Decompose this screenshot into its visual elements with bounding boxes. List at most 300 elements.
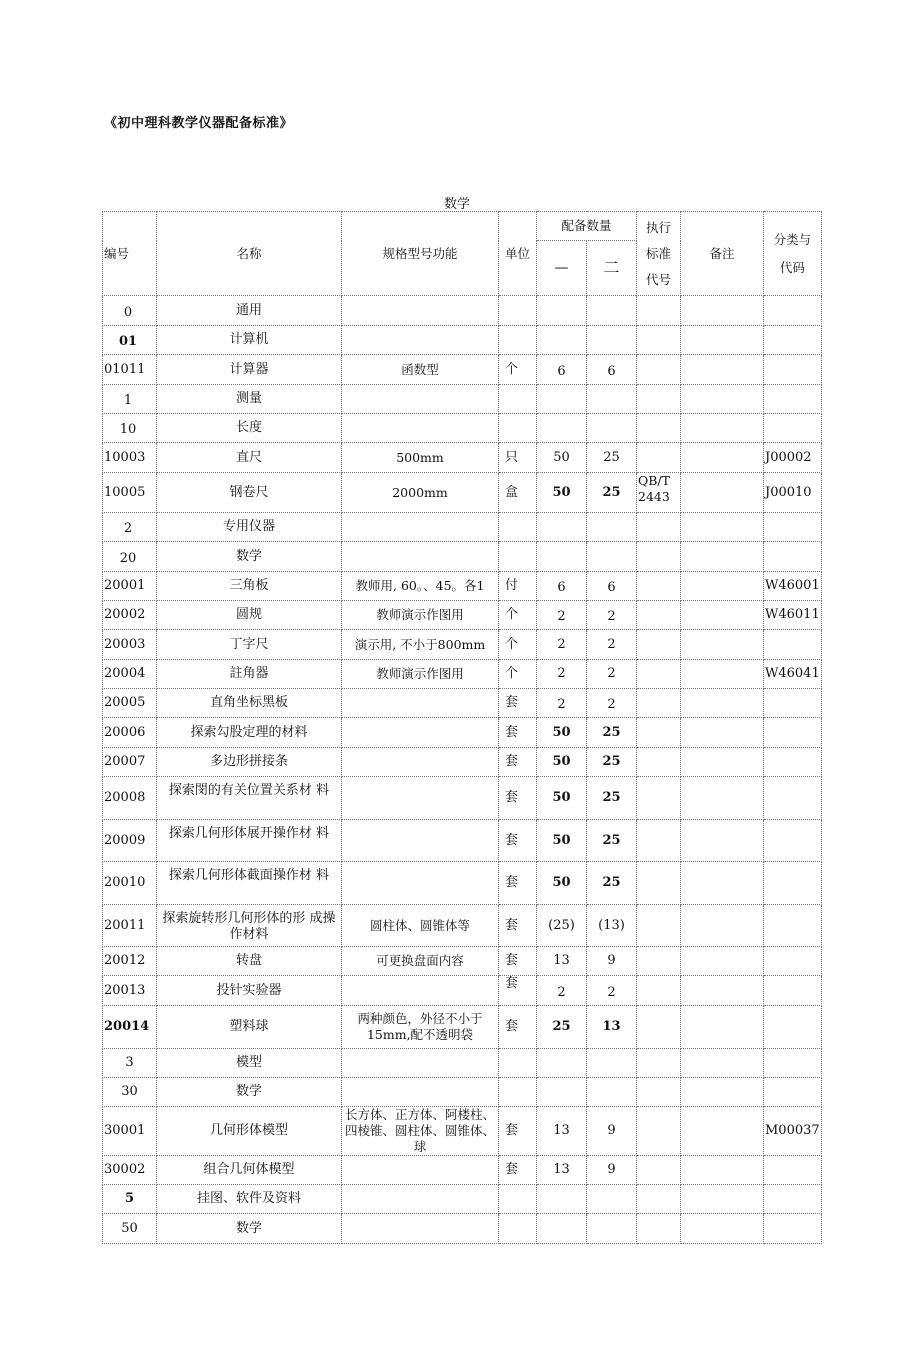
row-qty-2: 2 [587,976,637,1006]
row-spec [342,326,499,355]
row-unit: 个 [499,660,537,689]
row-unit [499,326,537,355]
row-unit: 付 [499,572,537,601]
row-code [764,905,822,947]
row-note [681,473,764,513]
table-row [103,414,822,443]
row-unit [499,385,537,414]
header-id: 编号 [103,212,157,296]
row-code [764,1006,822,1049]
table-row [103,1006,822,1049]
row-id: 01011 [103,355,157,385]
header-spec: 规格型号功能 [342,212,499,296]
row-name: 长度 [157,414,342,443]
row-spec: 圆柱体、圆锥体等 [342,905,499,947]
row-name: 计算机 [157,326,342,355]
row-id: 20007 [103,748,157,777]
header-qty: 配备数量 [537,212,637,241]
row-unit [499,1078,537,1107]
row-spec: 500mm [342,443,499,473]
row-id: 20003 [103,630,157,660]
row-name: 三角板 [157,572,342,601]
header-qty-1: — [537,241,587,296]
row-spec: 教师用, 60。、45。各1 [342,572,499,601]
header-code [764,212,822,296]
row-std [637,947,681,976]
row-qty-1 [537,1078,587,1107]
row-qty-2: 2 [587,630,637,660]
table-row [103,777,822,820]
row-unit: 套 [499,1156,537,1185]
row-std [637,718,681,748]
row-spec [342,748,499,777]
row-std [637,326,681,355]
row-code [764,777,822,820]
table-row [103,572,822,601]
row-id: 10 [103,414,157,443]
row-name: 投针实验器 [157,976,342,1006]
row-unit: 套 [499,748,537,777]
row-code [764,947,822,976]
row-note [681,660,764,689]
row-qty-1: 25 [537,1006,587,1049]
row-qty-1: 6 [537,572,587,601]
row-qty-1: 50 [537,820,587,862]
row-qty-1 [537,1214,587,1244]
row-id: 10005 [103,473,157,513]
row-note [681,1006,764,1049]
row-spec: 2000mm [342,473,499,513]
row-name: 註角器 [157,660,342,689]
row-std [637,976,681,1006]
header-code-line2: 代码 [779,259,805,275]
row-id: 20011 [103,905,157,947]
row-code [764,820,822,862]
row-id: 50 [103,1214,157,1244]
row-std [637,1107,681,1156]
row-spec: 两种颜色，外径不小于15mm,配不透明袋 [342,1006,499,1049]
row-name: 探索勾股定理的材料 [157,718,342,748]
row-spec [342,542,499,572]
header-row-1 [103,212,822,241]
table-row [103,718,822,748]
header-qty-2: 二 [587,241,637,296]
row-unit [499,1049,537,1078]
row-name: 几何形体模型 [157,1107,342,1156]
row-std [637,601,681,630]
document-title: 《初中理科教学仪器配备标准》 [104,116,294,131]
row-qty-2 [587,1214,637,1244]
row-std [637,572,681,601]
row-note [681,1185,764,1214]
table-row [103,1214,822,1244]
row-spec: 可更换盘面内容 [342,947,499,976]
row-unit [499,1185,537,1214]
row-std [637,1006,681,1049]
row-note [681,947,764,976]
row-qty-1: 50 [537,748,587,777]
row-note [681,1078,764,1107]
row-name: 数学 [157,542,342,572]
row-code: J00002 [764,443,822,473]
row-id: 30 [103,1078,157,1107]
row-code [764,326,822,355]
row-note [681,601,764,630]
row-code [764,748,822,777]
row-qty-1: (25) [537,905,587,947]
row-std [637,660,681,689]
row-qty-1 [537,414,587,443]
row-qty-2: 9 [587,1107,637,1156]
row-unit [499,1214,537,1244]
row-qty-1: 50 [537,777,587,820]
row-name: 丁字尺 [157,630,342,660]
table-row [103,385,822,414]
row-name: 数学 [157,1078,342,1107]
table-row [103,1156,822,1185]
row-name: 探索几何形体截面操作材 料 [157,862,342,905]
row-id: 20008 [103,777,157,820]
row-unit: 套 [499,1107,537,1156]
row-name: 专用仪器 [157,513,342,542]
row-unit: 套 [499,820,537,862]
row-name: 塑料球 [157,1006,342,1049]
row-code: W46041 [764,660,822,689]
row-qty-1: 50 [537,473,587,513]
row-spec: 长方体、正方体、阿楼柱、四棱锥、圆柱体、圆锥体、球 [342,1107,499,1156]
row-std [637,1049,681,1078]
row-unit: 套 [499,1006,537,1049]
row-qty-1: 13 [537,1156,587,1185]
row-unit: 套 [499,947,537,976]
row-spec [342,1049,499,1078]
row-qty-2: 13 [587,1006,637,1049]
row-std [637,542,681,572]
row-code [764,976,822,1006]
row-qty-2 [587,1049,637,1078]
row-spec [342,1185,499,1214]
row-name: 探索几何形体展开操作材 料 [157,820,342,862]
row-qty-2: (13) [587,905,637,947]
row-qty-2 [587,326,637,355]
table-row [103,660,822,689]
row-qty-1: 50 [537,718,587,748]
row-name: 挂图、软件及资料 [157,1185,342,1214]
table-row [103,473,822,513]
table-row [103,1078,822,1107]
row-unit: 套 [499,689,537,718]
row-name: 通用 [157,296,342,326]
row-std [637,443,681,473]
row-code [764,1078,822,1107]
row-id: 20006 [103,718,157,748]
row-qty-2: 25 [587,777,637,820]
row-code [764,355,822,385]
row-note [681,905,764,947]
row-qty-2 [587,513,637,542]
row-qty-1 [537,385,587,414]
row-name: 计算器 [157,355,342,385]
row-std [637,513,681,542]
row-qty-1 [537,1049,587,1078]
row-qty-2: 6 [587,572,637,601]
row-note [681,777,764,820]
row-note [681,1156,764,1185]
row-std [637,385,681,414]
header-unit: 单位 [499,212,537,296]
row-qty-1 [537,296,587,326]
row-note [681,718,764,748]
table-row [103,1185,822,1214]
row-note [681,689,764,718]
row-name: 模型 [157,1049,342,1078]
row-qty-2: 25 [587,820,637,862]
row-code [764,385,822,414]
row-qty-1: 2 [537,976,587,1006]
header-std [637,212,681,296]
row-note [681,355,764,385]
row-id: 20010 [103,862,157,905]
row-unit: 套 [499,905,537,947]
row-qty-2 [587,296,637,326]
row-id: 2 [103,513,157,542]
row-qty-2: 25 [587,748,637,777]
row-spec [342,1156,499,1185]
row-std [637,355,681,385]
table-row [103,542,822,572]
table-row [103,947,822,976]
table-row [103,601,822,630]
table-row [103,326,822,355]
row-qty-1: 2 [537,660,587,689]
table-caption: 数学 [443,197,470,212]
row-name: 直尺 [157,443,342,473]
table-row [103,630,822,660]
row-name: 圆规 [157,601,342,630]
row-qty-1: 2 [537,689,587,718]
row-id: 20001 [103,572,157,601]
row-code: W46001 [764,572,822,601]
row-qty-2: 25 [587,473,637,513]
equipment-table [102,211,822,1244]
table-row [103,976,822,1006]
row-note [681,630,764,660]
row-qty-2: 25 [587,862,637,905]
row-spec: 函数型 [342,355,499,385]
row-unit [499,513,537,542]
row-spec [342,385,499,414]
row-std [637,862,681,905]
row-id: 30001 [103,1107,157,1156]
row-id: 3 [103,1049,157,1078]
header-code-line1: 分类与 [773,231,812,247]
row-spec [342,777,499,820]
row-note [681,572,764,601]
table-row [103,905,822,947]
header-std-line3: 代号 [645,271,671,287]
row-unit: 个 [499,601,537,630]
row-spec [342,414,499,443]
row-code [764,1049,822,1078]
row-code [764,542,822,572]
row-name: 转盘 [157,947,342,976]
row-id: 10003 [103,443,157,473]
row-qty-1 [537,326,587,355]
row-id: 20005 [103,689,157,718]
header-std-line1: 执行 [645,219,671,235]
row-name: 探索旋转形几何形体的形 成操作材料 [157,905,342,947]
row-note [681,326,764,355]
row-qty-2 [587,1078,637,1107]
row-code [764,630,822,660]
row-note [681,1214,764,1244]
table-row [103,443,822,473]
row-id: 20013 [103,976,157,1006]
row-unit: 套 [499,976,537,1006]
table-row [103,513,822,542]
row-code: W46011 [764,601,822,630]
row-id: 20 [103,542,157,572]
header-name: 名称 [157,212,342,296]
row-qty-1 [537,1185,587,1214]
row-qty-2 [587,385,637,414]
row-spec [342,718,499,748]
row-qty-1 [537,542,587,572]
row-std [637,1185,681,1214]
row-qty-2 [587,414,637,443]
row-id: 20009 [103,820,157,862]
row-note [681,443,764,473]
row-note [681,542,764,572]
row-qty-2: 6 [587,355,637,385]
row-qty-1: 6 [537,355,587,385]
row-code [764,1214,822,1244]
table-row [103,748,822,777]
table-row [103,862,822,905]
row-spec [342,1214,499,1244]
row-spec [342,1078,499,1107]
row-qty-2 [587,542,637,572]
row-qty-1: 2 [537,630,587,660]
row-spec [342,820,499,862]
row-qty-1: 13 [537,1107,587,1156]
row-std: QB/T 2443 [637,473,681,513]
row-name: 直角坐标黑板 [157,689,342,718]
row-note [681,296,764,326]
row-id: 20002 [103,601,157,630]
row-name: 测量 [157,385,342,414]
row-note [681,748,764,777]
row-unit: 个 [499,630,537,660]
row-std [637,1214,681,1244]
row-spec: 教师演示作图用 [342,601,499,630]
row-std [637,414,681,443]
row-code [764,414,822,443]
row-name: 数学 [157,1214,342,1244]
row-qty-2 [587,1185,637,1214]
table-row [103,820,822,862]
row-std [637,905,681,947]
row-qty-1: 50 [537,443,587,473]
row-code: M00037 [764,1107,822,1156]
row-std [637,296,681,326]
row-name: 组合几何体模型 [157,1156,342,1185]
row-spec [342,296,499,326]
row-id: 20012 [103,947,157,976]
row-note [681,1049,764,1078]
row-note [681,862,764,905]
row-qty-2: 25 [587,718,637,748]
header-note: 备注 [681,212,764,296]
row-name: 钢卷尺 [157,473,342,513]
table-row [103,355,822,385]
row-id: 01 [103,326,157,355]
row-id: 20014 [103,1006,157,1049]
row-code [764,689,822,718]
row-id: 0 [103,296,157,326]
table-row [103,296,822,326]
row-unit: 套 [499,777,537,820]
row-id: 5 [103,1185,157,1214]
row-note [681,820,764,862]
row-code [764,1185,822,1214]
row-spec [342,689,499,718]
row-std [637,630,681,660]
row-note [681,513,764,542]
row-std [637,820,681,862]
table-row [103,1107,822,1156]
row-spec: 教师演示作图用 [342,660,499,689]
header-std-line2: 标准 [645,245,671,261]
row-qty-2: 25 [587,443,637,473]
row-qty-1: 50 [537,862,587,905]
row-qty-1 [537,513,587,542]
row-code [764,513,822,542]
row-qty-2: 2 [587,660,637,689]
row-note [681,414,764,443]
row-note [681,1107,764,1156]
row-note [681,385,764,414]
row-unit: 只 [499,443,537,473]
row-qty-2: 2 [587,689,637,718]
row-code: J00010 [764,473,822,513]
row-code [764,1156,822,1185]
row-id: 30002 [103,1156,157,1185]
row-unit: 套 [499,862,537,905]
row-std [637,1078,681,1107]
row-unit: 个 [499,355,537,385]
row-unit [499,414,537,443]
table-row [103,1049,822,1078]
row-code [764,862,822,905]
row-qty-1: 2 [537,601,587,630]
row-name: 探索閔的有关位置关系材 料 [157,777,342,820]
row-spec [342,862,499,905]
row-std [637,777,681,820]
table-row [103,689,822,718]
row-id: 1 [103,385,157,414]
row-id: 20004 [103,660,157,689]
row-note [681,976,764,1006]
row-std [637,1156,681,1185]
row-qty-2: 2 [587,601,637,630]
row-name: 多边形拼接条 [157,748,342,777]
row-std [637,748,681,777]
row-spec [342,976,499,1006]
row-qty-2: 9 [587,947,637,976]
row-unit [499,542,537,572]
row-unit [499,296,537,326]
